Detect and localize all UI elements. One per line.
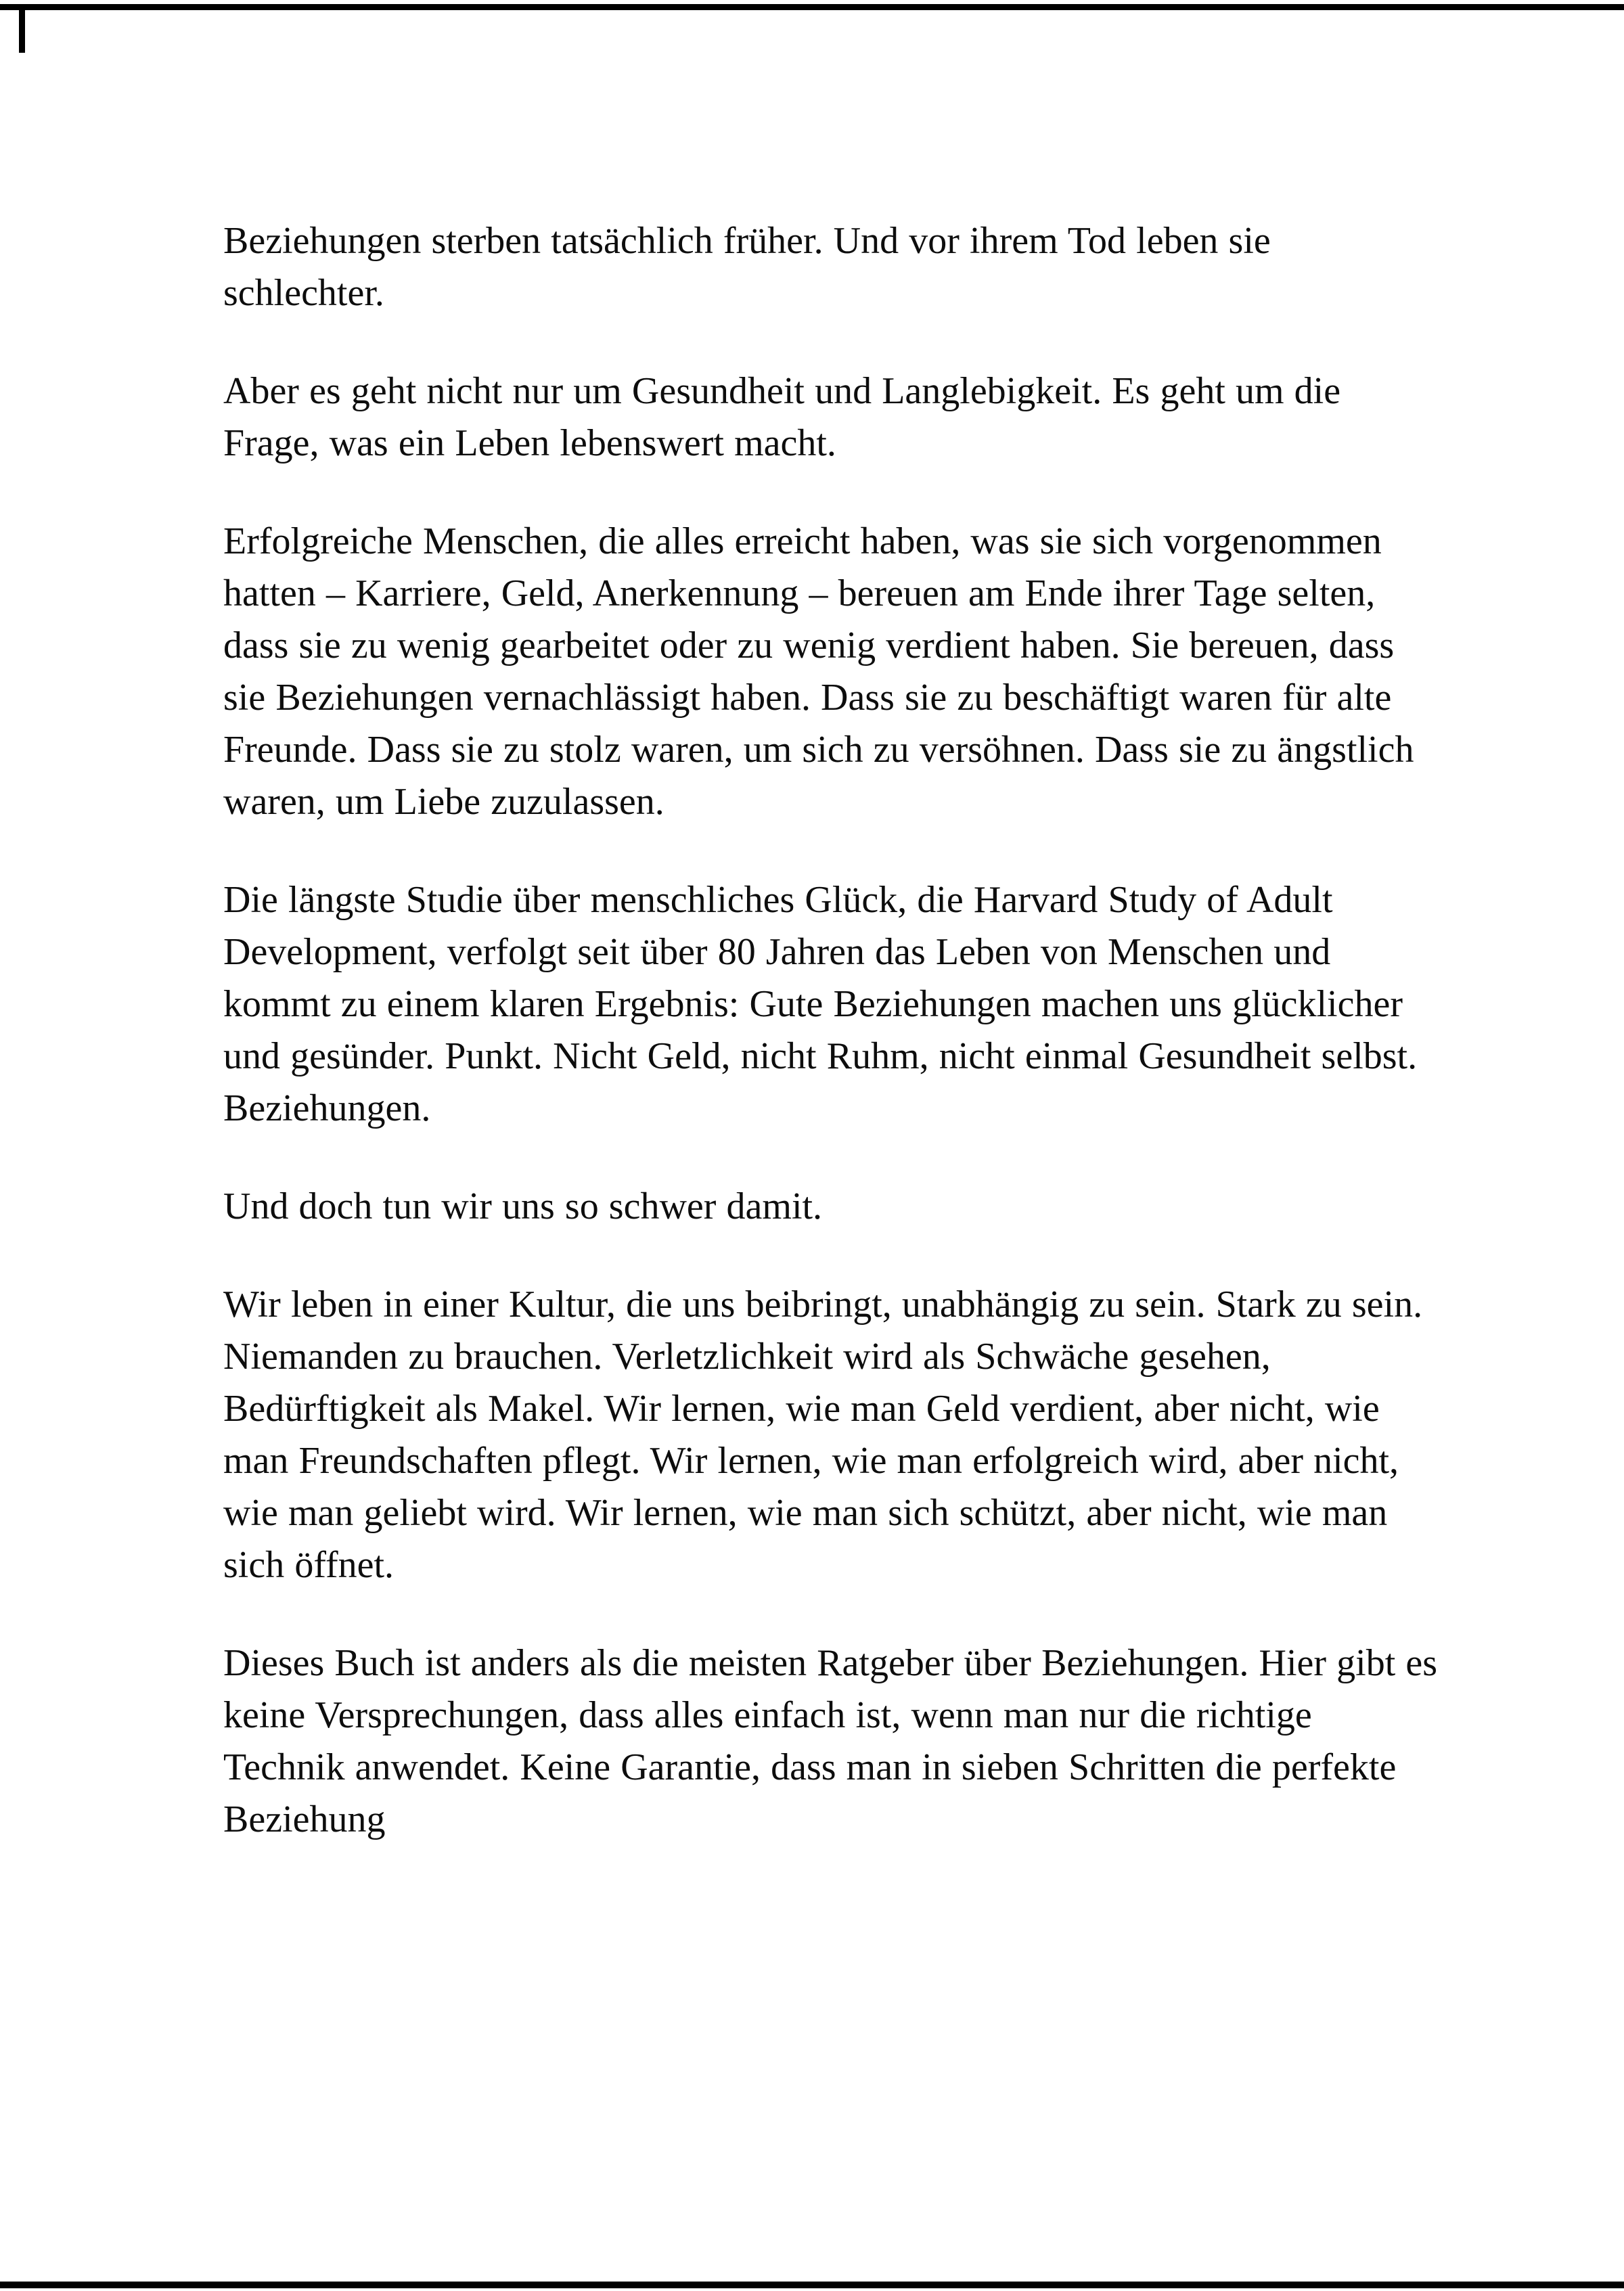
paragraph: Aber es geht nicht nur um Gesundheit und Langlebigkeit. Es geht um die Frage, was ein Leben lebenswert macht. <box>223 370 1341 464</box>
paragraph: Beziehungen sterben tatsächlich früher. Und vor ihrem Tod leben sie schlechter. <box>223 220 1271 314</box>
paragraph: Die längste Studie über menschliches Glück, die Harvard Study of Adult Development, verfolgt seit über 80 Jahren das Leben von Menschen und kommt zu einem klaren Ergebnis: Gute Beziehungen machen uns glücklicher und gesünder. Punkt. Nicht Geld, nicht Ruhm, nicht einmal Gesundheit selbst. Beziehungen. <box>223 879 1418 1129</box>
paragraph: Wir leben in einer Kultur, die uns beibringt, unabhängig zu sein. Stark zu sein. Niemanden zu brauchen. Verletzlichkeit wird als Schwäche gesehen, Bedürftigkeit als Makel. Wir lernen, wie man Geld verdient, aber nicht, wie man Freundschaften pflegt. Wir lernen, wie man erfolgreich wird, aber nicht, wie man geliebt wird. Wir lernen, wie man sich schützt, aber nicht, wie man sich öffnet. <box>223 1284 1423 1586</box>
page-edge-bottom <box>0 2282 1624 2288</box>
page-edge-top <box>0 4 1624 10</box>
page-content <box>223 215 1441 1846</box>
paragraph: Dieses Buch ist anders als die meisten Ratgeber über Beziehungen. Hier gibt es keine Versprechungen, dass alles einfach ist, wenn man nur die richtige Technik anwendet. Keine Garantie, dass man in sieben Schritten die perfekte Beziehung <box>223 1642 1438 1840</box>
paragraph: Und doch tun wir uns so schwer damit. <box>223 1185 823 1227</box>
paragraph: Erfolgreiche Menschen, die alles erreicht haben, was sie sich vorgenommen hatten – Karriere, Geld, Anerkennung – bereuen am Ende ihrer Tage selten, dass sie zu wenig gearbeitet oder zu wenig verdient haben. Sie bereuen, dass sie Beziehungen vernachlässigt haben. Dass sie zu beschäftigt waren für alte Freunde. Dass sie zu stolz waren, um sich zu versöhnen. Dass sie zu ängstlich waren, um Liebe zuzulassen. <box>223 520 1414 823</box>
page-edge-left-tick <box>19 4 25 53</box>
